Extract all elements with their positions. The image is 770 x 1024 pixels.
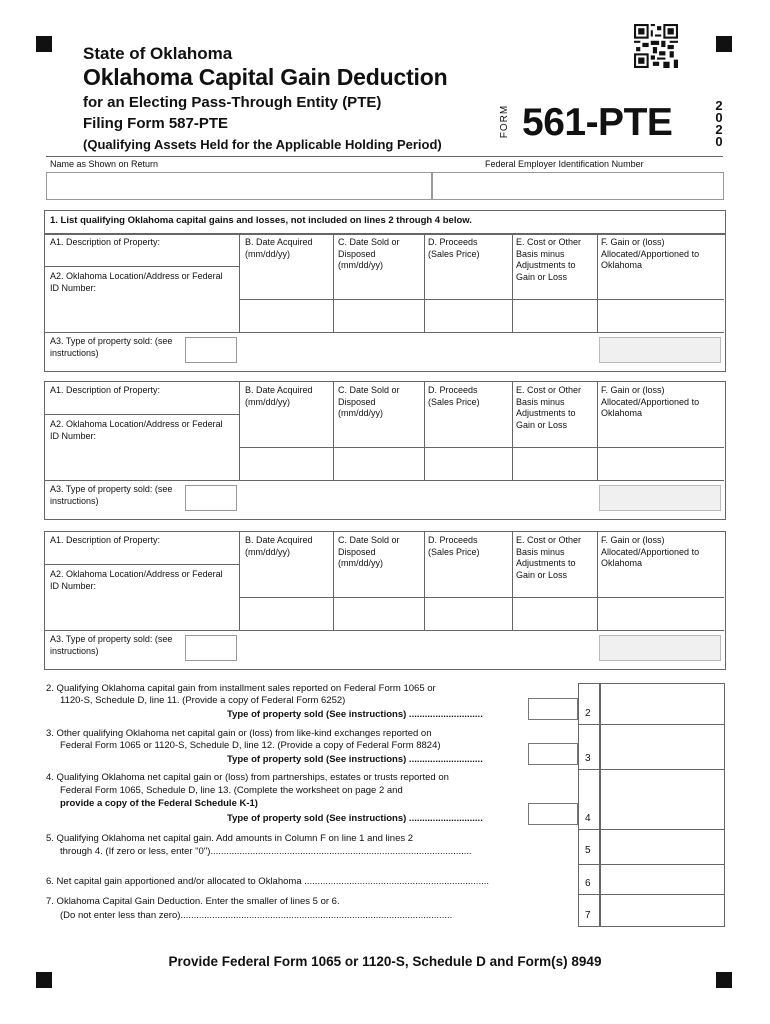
- col-f-label: F. Gain or (loss) Allocated/Apportioned to Oklahoma: [601, 385, 700, 418]
- col-a1-label: A1. Description of Property:: [50, 237, 161, 247]
- tax-year: 2 0 2 0: [715, 98, 723, 149]
- gain-total-field[interactable]: [599, 635, 721, 661]
- line6-amount-field[interactable]: [600, 865, 722, 894]
- registration-mark: [36, 36, 52, 52]
- col-a3-label: A3. Type of property sold: (see instructions): [50, 336, 173, 358]
- col-b-label: B. Date Acquired (mm/dd/yy): [245, 535, 313, 557]
- line2-text: 2. Qualifying Oklahoma capital gain from installment sales reported on Federal Form 1065 or: [46, 683, 436, 694]
- property-type-field[interactable]: [185, 337, 237, 363]
- registration-mark: [716, 972, 732, 988]
- col-e-label: E. Cost or Other Basis minus Adjustments to Gain or Loss: [516, 385, 582, 430]
- line3-text: Federal Form 1065 or 1120-S, Schedule D, line 12. (Provide a copy of Federal Form 8824): [60, 740, 441, 751]
- col-c-label: C. Date Sold or Disposed (mm/dd/yy): [338, 237, 400, 270]
- col-c-label: C. Date Sold or Disposed (mm/dd/yy): [338, 385, 400, 418]
- line4-text: Federal Form 1065, Schedule D, line 13. (Complete the worksheet on page 2 and: [60, 785, 403, 796]
- gain-total-field[interactable]: [599, 337, 721, 363]
- gain-total-field[interactable]: [599, 485, 721, 511]
- property-type-field[interactable]: [185, 485, 237, 511]
- form-subtitle: (Qualifying Assets Held for the Applicable Holding Period): [83, 137, 442, 152]
- col-e-label: E. Cost or Other Basis minus Adjustments to Gain or Loss: [516, 237, 582, 282]
- line2-type-field[interactable]: [528, 698, 578, 720]
- name-field[interactable]: [46, 172, 432, 200]
- col-e-label: E. Cost or Other Basis minus Adjustments to Gain or Loss: [516, 535, 582, 580]
- col-a3-label: A3. Type of property sold: (see instructions): [50, 634, 173, 656]
- form-number: 561-PTE: [522, 101, 673, 144]
- qr-code-icon: [634, 24, 678, 68]
- col-a1-label: A1. Description of Property:: [50, 535, 161, 545]
- section1-title: 1. List qualifying Oklahoma capital gains and losses, not included on lines 2 through 4 below.: [50, 215, 472, 226]
- line-number: 7: [585, 910, 591, 921]
- col-c-label: C. Date Sold or Disposed (mm/dd/yy): [338, 535, 400, 568]
- line3-type: Type of property sold (See instructions) ............................: [227, 754, 483, 765]
- col-a3-label: A3. Type of property sold: (see instructions): [50, 484, 173, 506]
- state-heading: State of Oklahoma: [83, 44, 233, 63]
- line5-text: 5. Qualifying Oklahoma net capital gain. Add amounts in Column F on line 1 and lines 2: [46, 833, 414, 844]
- form-subtitle: Filing Form 587-PTE: [83, 115, 229, 132]
- line4-type-field[interactable]: [528, 803, 578, 825]
- line3-type-field[interactable]: [528, 743, 578, 765]
- line2-amount-field[interactable]: [600, 684, 722, 724]
- line2-type: Type of property sold (See instructions) ............................: [227, 709, 483, 720]
- line2-text: 1120-S, Schedule D, line 11. (Provide a copy of Federal Form 6252): [60, 695, 346, 706]
- col-b-label: B. Date Acquired (mm/dd/yy): [245, 385, 313, 407]
- col-a1-label: A1. Description of Property:: [50, 385, 161, 395]
- col-f-label: F. Gain or (loss) Allocated/Apportioned to Oklahoma: [601, 237, 700, 270]
- line7-text: 7. Oklahoma Capital Gain Deduction. Enter the smaller of lines 5 or 6.: [46, 896, 340, 907]
- line-number: 3: [585, 753, 591, 764]
- line6-text: 6. Net capital gain apportioned and/or allocated to Oklahoma ......................................................................: [46, 876, 490, 887]
- footer-note: Provide Federal Form 1065 or 1120-S, Schedule D and Form(s) 8949: [168, 954, 602, 969]
- line3-text: 3. Other qualifying Oklahoma net capital gain or (loss) from like-kind exchanges reported on: [46, 728, 432, 739]
- line4-text: provide a copy of the Federal Schedule K-1): [60, 798, 258, 809]
- fein-field[interactable]: [432, 172, 724, 200]
- line4-amount-field[interactable]: [600, 770, 722, 829]
- col-b-label: B. Date Acquired (mm/dd/yy): [245, 237, 313, 259]
- line4-type: Type of property sold (See instructions) ............................: [227, 813, 483, 824]
- col-d-label: D. Proceeds (Sales Price): [428, 237, 480, 259]
- form-title: Oklahoma Capital Gain Deduction: [83, 64, 448, 90]
- col-d-label: D. Proceeds (Sales Price): [428, 385, 480, 407]
- line3-amount-field[interactable]: [600, 725, 722, 769]
- col-a2-label: A2. Oklahoma Location/Address or Federal ID Number:: [50, 569, 223, 591]
- line-number: 2: [585, 708, 591, 719]
- registration-mark: [716, 36, 732, 52]
- col-a2-label: A2. Oklahoma Location/Address or Federal ID Number:: [50, 271, 223, 293]
- name-label: Name as Shown on Return: [50, 159, 159, 169]
- line5-text: through 4. (If zero or less, enter "0")...................................................................................................: [60, 846, 472, 857]
- col-f-label: F. Gain or (loss) Allocated/Apportioned to Oklahoma: [601, 535, 700, 568]
- line4-text: 4. Qualifying Oklahoma net capital gain or (loss) from partnerships, estates or trusts reported on: [46, 772, 449, 783]
- form-subtitle: for an Electing Pass-Through Entity (PTE): [83, 94, 382, 111]
- col-a2-label: A2. Oklahoma Location/Address or Federal ID Number:: [50, 419, 223, 441]
- registration-mark: [36, 972, 52, 988]
- line-number: 5: [585, 845, 591, 856]
- col-d-label: D. Proceeds (Sales Price): [428, 535, 480, 557]
- fein-label: Federal Employer Identification Number: [485, 159, 644, 169]
- property-type-field[interactable]: [185, 635, 237, 661]
- line5-amount-field[interactable]: [600, 830, 722, 864]
- line-number: 6: [585, 878, 591, 889]
- line-number-column: [578, 683, 601, 927]
- line-number: 4: [585, 813, 591, 824]
- line7-amount-field[interactable]: [600, 895, 722, 925]
- form-word: FORM: [499, 104, 511, 139]
- line7-text: (Do not enter less than zero).......................................................................................................: [60, 910, 453, 921]
